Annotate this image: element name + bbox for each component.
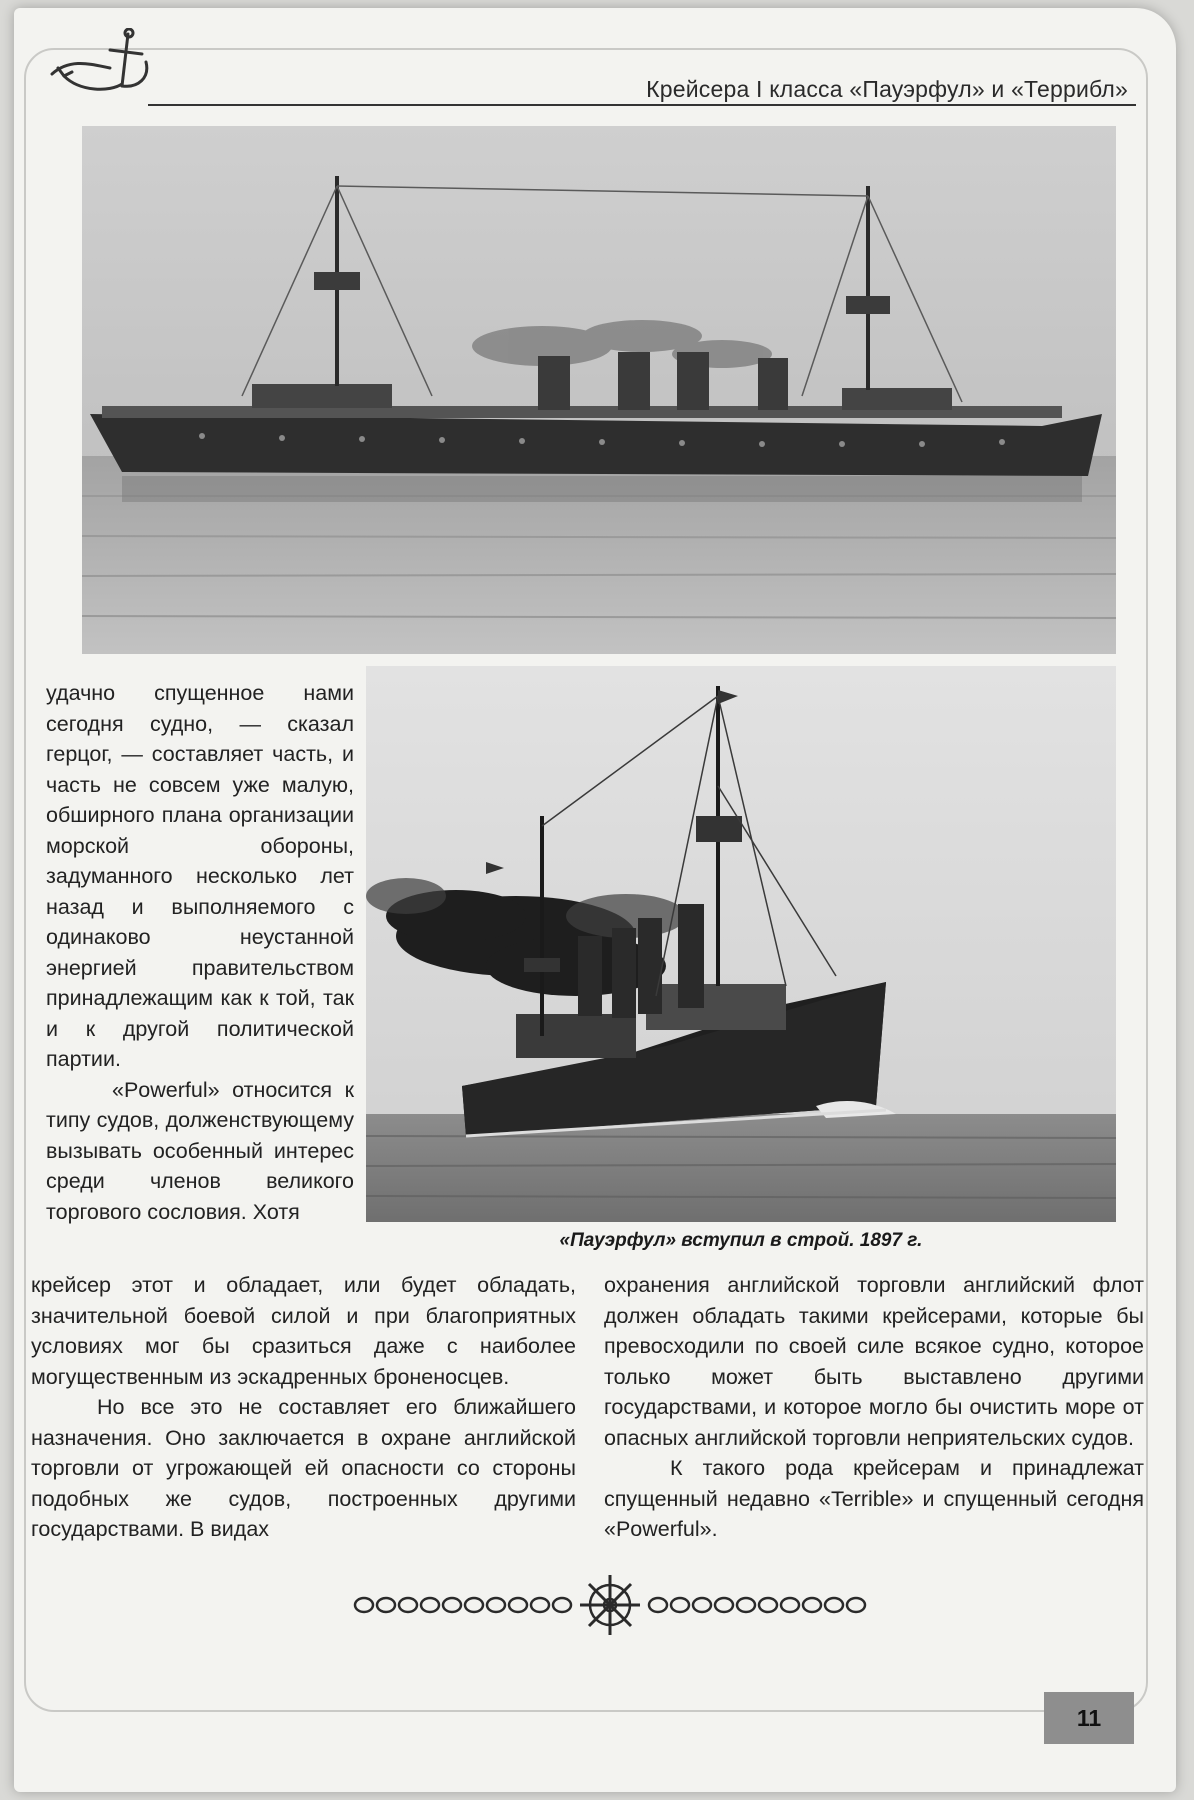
- paragraph: «Powerful» относится к типу судов, долженствующему вызывать особенный интерес среди членов великого торгового сословия. Хотя: [46, 1077, 354, 1224]
- cruiser-photo: [82, 126, 1116, 654]
- running-header: Крейсера I класса «Пауэрфул» и «Террибл»: [646, 76, 1128, 102]
- text-column-left: [46, 678, 354, 1227]
- cruiser-underway-photo: [366, 666, 1116, 1222]
- paragraph: Но все это не составляет его ближайшего назначения. Оно заключается в охране английской торговли от угрожающей ей опасности со стороны подобных же судов, построенных другими государствами. В видах: [31, 1395, 576, 1541]
- anchor-icon: [50, 28, 160, 92]
- header-rule: [148, 104, 1136, 106]
- paragraph: охранения английской торговли английский флот должен обладать такими крейсерами, которые бы превосходили по своей силе всякое судно, которое только может быть выставлено другими государствами, и которое могло бы очистить море от опасных английской торговли неприятельских судов.: [604, 1273, 1144, 1450]
- paragraph: К такого рода крейсерам и принадлежат спущенный недавно «Terrible» и спущенный сегодня «Powerful».: [604, 1456, 1144, 1541]
- text-column-bottom-left: [31, 1270, 576, 1545]
- ship-wheel-chain-icon: [350, 1572, 870, 1638]
- paragraph: крейсер этот и обладает, или будет обладать, значительной боевой силой и при благоприятных условиях мог бы сразиться даже с наиболее могущественным из эскадренных броненосцев.: [31, 1273, 576, 1389]
- paragraph: удачно спущенное нами сегодня судно, — сказал герцог, — составляет часть, и часть не совсем уже малую, обширного плана организации морской обороны, задуманного несколько лет назад и выполняемого с одинаково неустанной энергией правительством принадлежащим как к той, так и к другой политической партии.: [46, 681, 354, 1071]
- page-number: 11: [1044, 1692, 1134, 1744]
- photo-caption: «Пауэрфул» вступил в строй. 1897 г.: [559, 1230, 923, 1251]
- book-page: [14, 8, 1176, 1792]
- text-column-bottom-right: [604, 1270, 1144, 1545]
